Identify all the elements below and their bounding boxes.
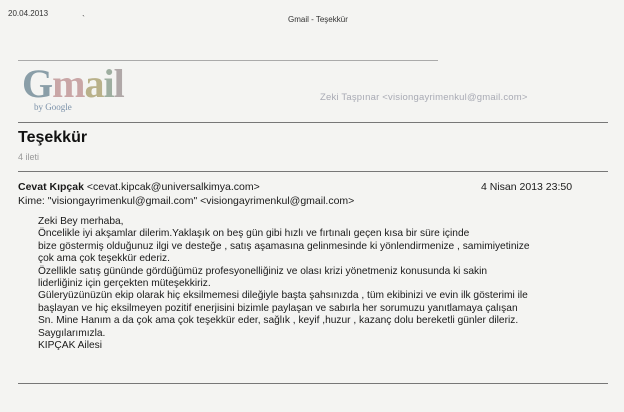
- by-google-label: by Google: [34, 102, 72, 112]
- message-date: 4 Nisan 2013 23:50: [481, 181, 573, 193]
- header-divider: [18, 122, 608, 123]
- bottom-divider: [18, 383, 608, 384]
- body-line: çok ama çok teşekkür ederiz.: [38, 253, 170, 265]
- sender-email: <cevat.kipcak@universalkimya.com>: [86, 181, 260, 193]
- body-line: KIPÇAK Ailesi: [38, 340, 102, 352]
- body-line: bize göstermiş olduğunuz ilgi ve desteğe , satış aşamasına gelinmesinde ki yönlendirmenize , samimiyetinize: [38, 240, 530, 252]
- body-line: Güleryüzünüzün ekip olarak hiç eksilmemesi dileğiyle başta şahsınızda , tüm ekibinizi ve evin ilk gösterimi ile: [38, 290, 528, 302]
- body-line: Saygılarımızla.: [38, 327, 106, 339]
- recipient: Kime: "visiongayrimenkul@gmail.com" <visiongayrimenkul@gmail.com>: [18, 195, 355, 207]
- message-body: [38, 216, 530, 352]
- subject-divider: [18, 171, 608, 172]
- body-line: Öncelikle iyi akşamlar dilerim.Yaklaşık on beş gün gibi hızlı ve fırtınalı geçen kısa bir süre içinde: [38, 228, 470, 240]
- message-count: 4 ileti: [18, 152, 40, 162]
- body-line: Zeki Bey merhaba,: [38, 216, 124, 227]
- body-line: liderliğiniz için gerçekten müteşekkiriz.: [38, 278, 211, 290]
- print-date: 20.04.2013: [8, 9, 49, 18]
- sender-name: Cevat Kıpçak: [18, 181, 84, 193]
- thread-subject: Teşekkür: [18, 129, 88, 146]
- print-page-title: Gmail - Teşekkür: [288, 15, 348, 24]
- account-email: Zeki Taşpınar <visiongayrimenkul@gmail.com>: [320, 92, 528, 103]
- scan-mark: `: [82, 14, 85, 24]
- body-line: başlayan ve hiç eksilmeyen pozitif enerjisini bizimle paylaşan ve sabırla her sorumuzu yanıtlamaya çalışan: [38, 302, 518, 314]
- sender[interactable]: [18, 181, 260, 193]
- gmail-logo: [22, 61, 142, 122]
- body-line: Özellikle satış gününde gördüğümüz profesyonelliğiniz ve olası krizi yönetmeniz konusunda ki sakin: [38, 265, 488, 277]
- gmail-logo-word: Gmail: [22, 61, 124, 106]
- body-line: Sn. Mine Hanım a da çok ama çok teşekkür eder, sağlık , keyif ,huzur , kazanç dolu bereketli günler dileriz.: [38, 315, 519, 327]
